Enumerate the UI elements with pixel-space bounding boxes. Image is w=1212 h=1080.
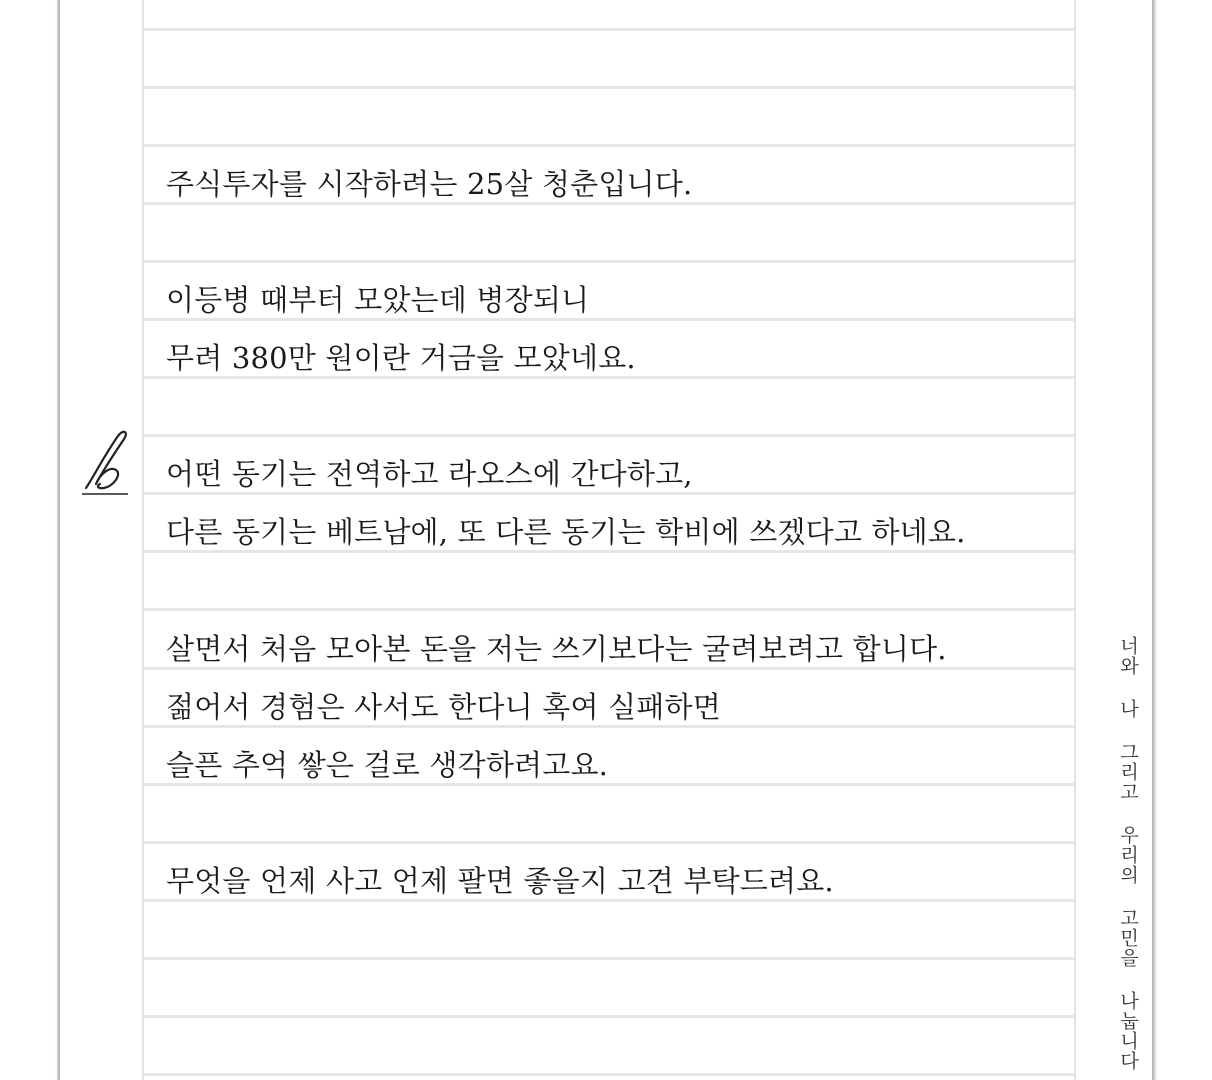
letter-line: 젊어서 경험은 사서도 한다니 혹여 실패하면 [166, 690, 721, 724]
ruled-line [144, 86, 1074, 89]
letter-line: 다른 동기는 베트남에, 또 다른 동기는 학비에 쓰겠다고 하네요. [166, 515, 966, 549]
ruled-line [144, 957, 1074, 960]
ruled-line [144, 841, 1074, 844]
ruled-line [144, 899, 1074, 902]
ruled-line [144, 550, 1074, 553]
ruled-line [144, 492, 1074, 495]
letter-line: 무엇을 언제 사고 언제 팔면 좋을지 고견 부탁드려요. [166, 864, 834, 898]
script-b-logo-icon [78, 426, 130, 498]
ruled-line [144, 260, 1074, 263]
ruled-line [144, 202, 1074, 205]
letter-line: 살면서 처음 모아본 돈을 저는 쓰기보다는 굴려보려고 합니다. [166, 632, 947, 666]
ruled-line [144, 667, 1074, 670]
letter-line: 주식투자를 시작하려는 25살 청춘입니다. [166, 167, 693, 201]
letter-line: 어떤 동기는 전역하고 라오스에 간다하고, [166, 457, 693, 491]
ruled-line [144, 28, 1074, 31]
ruled-line [144, 144, 1074, 147]
letter-line: 무려 380만 원이란 거금을 모았네요. [166, 341, 636, 375]
ruled-line [144, 783, 1074, 786]
ruled-line [144, 1073, 1074, 1076]
ruled-line [144, 725, 1074, 728]
ruled-line [144, 318, 1074, 321]
ruled-line [144, 1015, 1074, 1018]
ruled-line [144, 608, 1074, 611]
ruled-line [144, 376, 1074, 379]
ruled-line [144, 434, 1074, 437]
lined-writing-area [142, 0, 1076, 1080]
vertical-section-title: 너와 나 그리고 우리의 고민을 나눕니다 [1117, 636, 1139, 1071]
letter-line: 이등병 때부터 모았는데 병장되니 [166, 283, 590, 317]
letter-line: 슬픈 추억 쌓은 걸로 생각하려고요. [166, 748, 609, 782]
